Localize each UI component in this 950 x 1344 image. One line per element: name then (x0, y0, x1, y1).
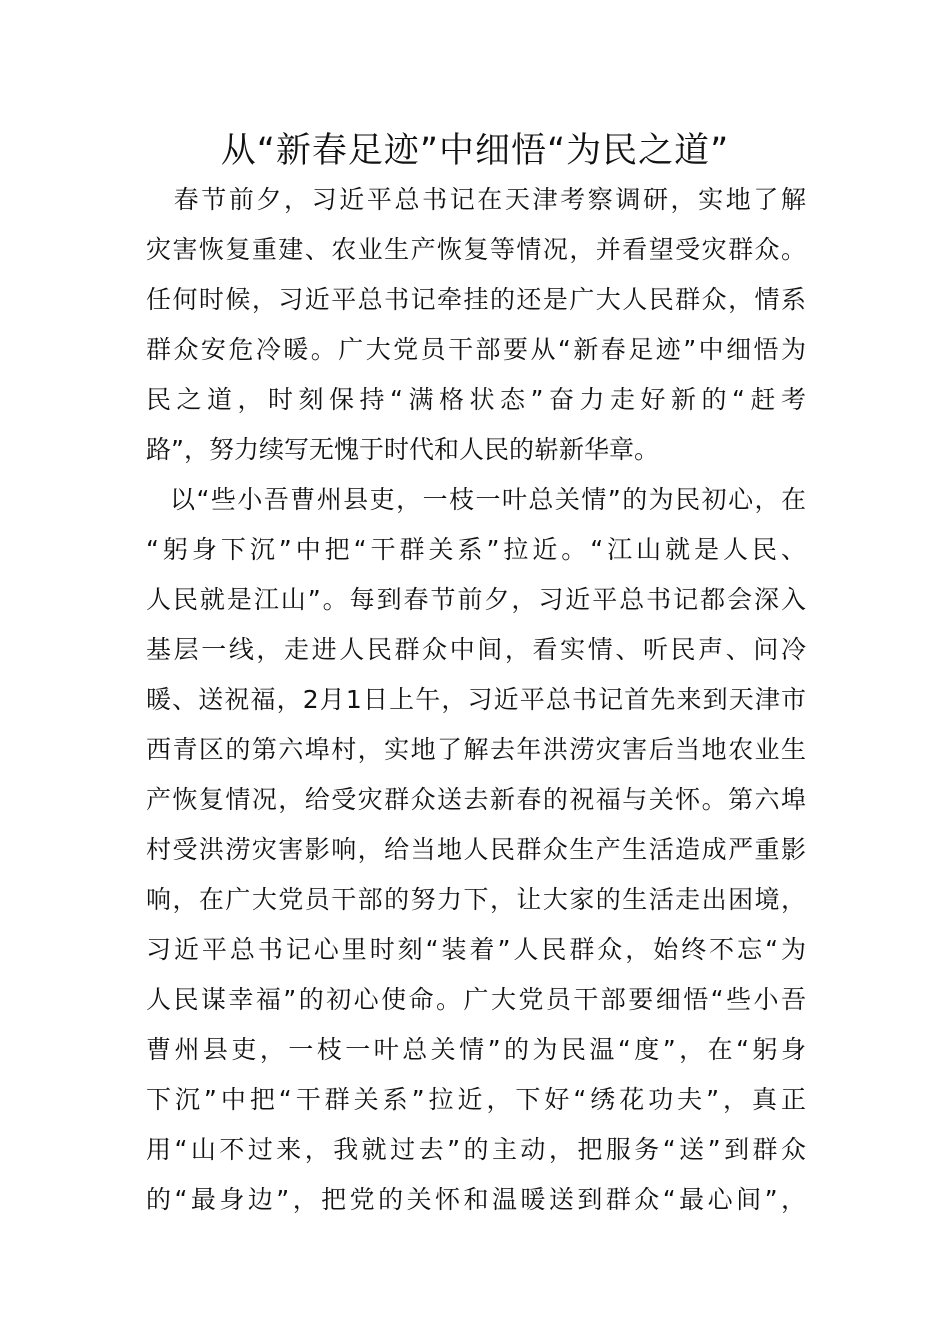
paragraph-line: 人民就是江山”。每到春节前夕，习近平总书记都会深入 (146, 585, 806, 614)
paragraph-line: 灾害恢复重建、农业生产恢复等情况，并看望受灾群众。 (146, 235, 806, 264)
paragraph-line: 暖、送祝福，2月1日上午，习近平总书记首先来到天津市 (146, 685, 806, 714)
paragraph-line: 群众安危冷暖。广大党员干部要从“新春足迹”中细悟为 (146, 335, 806, 364)
paragraph-line: 任何时候，习近平总书记牵挂的还是广大人民群众，情系 (146, 285, 806, 314)
paragraph-line: 村受洪涝灾害影响，给当地人民群众生产生活造成严重影 (146, 835, 806, 864)
paragraph-line: 习近平总书记心里时刻“装着”人民群众，始终不忘“为 (146, 935, 806, 964)
paragraph-line: 路”，努力续写无愧于时代和人民的崭新华章。 (146, 435, 659, 464)
paragraph-line: 西青区的第六埠村，实地了解去年洪涝灾害后当地农业生 (146, 735, 806, 764)
document-title: 从“新春足迹”中细悟“为民之道” (220, 131, 730, 171)
paragraph-line: 曹州县吏，一枝一叶总关情”的为民温“度”，在“躬身 (146, 1035, 806, 1064)
paragraph-line: 人民谋幸福”的初心使命。广大党员干部要细悟“些小吾 (146, 985, 806, 1014)
paragraph-line: 民之道，时刻保持“满格状态”奋力走好新的“赶考 (146, 385, 806, 414)
paragraph-line: 产恢复情况，给受灾群众送去新春的祝福与关怀。第六埠 (146, 785, 806, 814)
paragraph-line: 的“最身边”，把党的关怀和温暖送到群众“最心间”， (146, 1185, 806, 1214)
paragraph-line: 基层一线，走进人民群众中间，看实情、听民声、问冷 (146, 635, 806, 664)
paragraph-line: 用“山不过来，我就过去”的主动，把服务“送”到群众 (146, 1135, 806, 1164)
paragraph-line: “躬身下沉”中把“干群关系”拉近。“江山就是人民、 (146, 535, 806, 564)
paragraph-line: 以“些小吾曹州县吏，一枝一叶总关情”的为民初心，在 (170, 485, 806, 514)
paragraph-line: 响，在广大党员干部的努力下，让大家的生活走出困境， (146, 885, 806, 914)
paragraph-line: 下沉”中把“干群关系”拉近，下好“绣花功夫”，真正 (146, 1085, 806, 1114)
paragraph-line: 春节前夕，习近平总书记在天津考察调研，实地了解 (146, 185, 806, 214)
